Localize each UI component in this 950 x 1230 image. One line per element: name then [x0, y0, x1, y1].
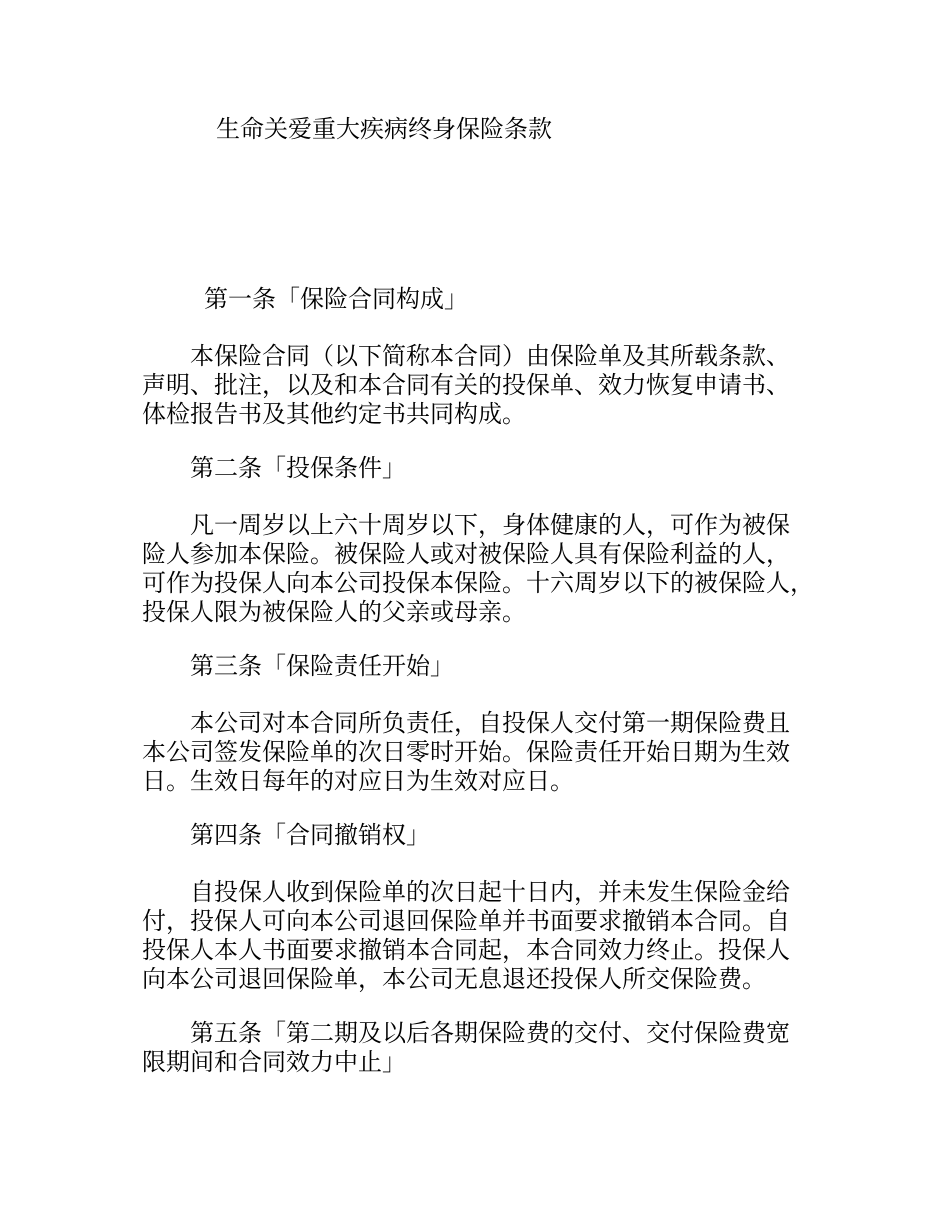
article-1-body: [142, 342, 832, 429]
article-2-line: 凡一周岁以上六十周岁以下，身体健康的人，可作为被保: [142, 511, 790, 539]
article-3-line: 本公司签发保险单的次日零时开始。保险责任开始日期为生效: [142, 738, 790, 766]
article-1-line: 本保险合同（以下简称本合同）由保险单及其所载条款、: [142, 342, 790, 370]
article-5-heading-line: 第五条「第二期及以后各期保险费的交付、交付保险费宽: [142, 1019, 790, 1047]
document-title: 生命关爱重大疾病终身保险条款: [216, 115, 552, 143]
article-1-line: 体检报告书及其他约定书共同构成。: [142, 400, 526, 428]
article-5-heading-line: 限期间和合同效力中止」: [142, 1048, 406, 1076]
article-3-body: [142, 709, 832, 796]
article-1-line: 声明、批注，以及和本合同有关的投保单、效力恢复申请书、: [142, 371, 790, 399]
article-3-line: 日。生效日每年的对应日为生效对应日。: [142, 767, 574, 795]
article-4-line: 向本公司退回保险单，本公司无息退还投保人所交保险费。: [142, 965, 766, 993]
article-4-line: 自投保人收到保险单的次日起十日内，并未发生保险金给: [142, 878, 790, 906]
article-4-heading: 第四条「合同撤销权」: [190, 821, 430, 849]
article-2-line: 可作为投保人向本公司投保本保险。十六周岁以下的被保险人，: [142, 569, 814, 597]
article-4-line: 投保人本人书面要求撤销本合同起，本合同效力终止。投保人: [142, 936, 790, 964]
article-2-body: [142, 511, 832, 627]
article-2-line: 投保人限为被保险人的父亲或母亲。: [142, 598, 526, 626]
article-4-body: [142, 878, 832, 994]
article-2-heading: 第二条「投保条件」: [190, 454, 406, 482]
article-5-heading: [142, 1019, 832, 1077]
article-3-heading: 第三条「保险责任开始」: [190, 652, 454, 680]
article-3-line: 本公司对本合同所负责任，自投保人交付第一期保险费且: [142, 709, 790, 737]
article-4-line: 付，投保人可向本公司退回保险单并书面要求撤销本合同。自: [142, 907, 790, 935]
article-2-line: 险人参加本保险。被保险人或对被保险人具有保险利益的人，: [142, 540, 790, 568]
article-1-heading: 第一条「保险合同构成」: [204, 285, 468, 313]
